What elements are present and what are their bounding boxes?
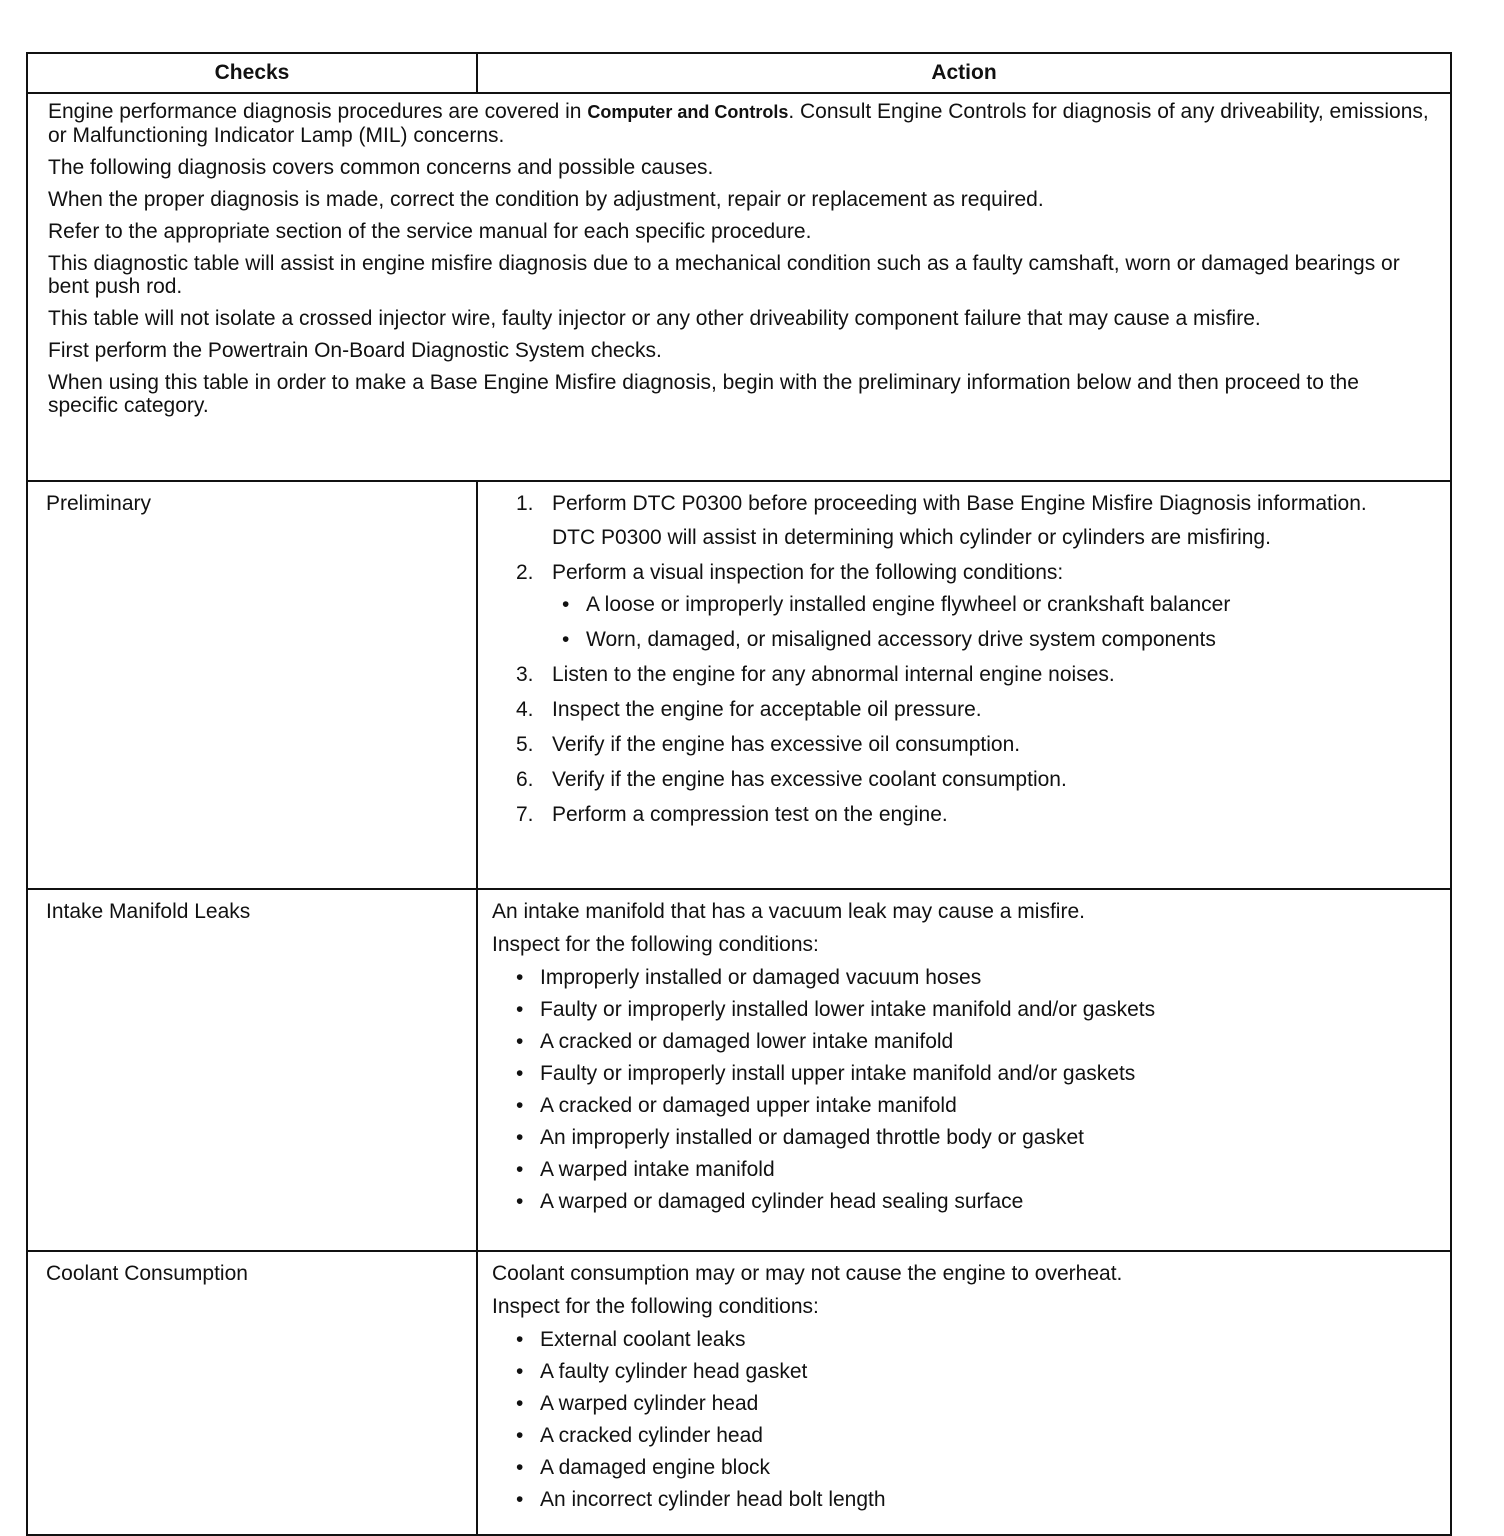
step-text: Listen to the engine for any abnormal internal engine noises.	[552, 663, 1115, 686]
intro-paragraph: This table will not isolate a crossed injector wire, faulty injector or any other driveability component failure that may cause a misfire.	[48, 307, 1261, 330]
intro-paragraph: Refer to the appropriate section of the service manual for each specific procedure.	[48, 220, 812, 243]
bullet-icon: •	[516, 1392, 524, 1415]
coolant-lead: Coolant consumption may or may not cause the engine to overheat.	[492, 1262, 1123, 1285]
header-row	[27, 53, 1451, 93]
bullet-icon: •	[516, 1126, 524, 1149]
step-number: 7.	[516, 803, 534, 826]
intro-paragraph: The following diagnosis covers common concerns and possible causes.	[48, 156, 714, 179]
step-number: 2.	[516, 561, 534, 584]
bullet-icon: •	[516, 1158, 524, 1181]
coolant-check: Coolant Consumption	[27, 1251, 477, 1535]
coolant-lead: Inspect for the following conditions:	[492, 1295, 819, 1318]
bullet-icon: •	[516, 1360, 524, 1383]
preliminary-action	[477, 481, 1451, 889]
intro-text: . Consult Engine Controls for diagnosis of any driveability, emissions, or Malfunctioning Indicator Lamp (MIL) concerns.	[48, 100, 1429, 147]
bullet-icon: •	[516, 966, 524, 989]
step-number: 6.	[516, 768, 534, 791]
bullet-icon: •	[516, 998, 524, 1021]
intro-cell	[27, 93, 1451, 481]
preliminary-step	[492, 733, 1434, 757]
coolant-conditions	[492, 1328, 1434, 1512]
intake-row	[27, 889, 1451, 1251]
step-text: Verify if the engine has excessive coolant consumption.	[552, 768, 1067, 791]
preliminary-step	[492, 561, 1434, 652]
bullet-icon: •	[562, 628, 570, 651]
preliminary-step	[492, 663, 1434, 687]
step-number: 3.	[516, 663, 534, 686]
subitem-text: Worn, damaged, or misaligned accessory drive system components	[586, 628, 1216, 651]
condition-item	[492, 1062, 1434, 1086]
bullet-icon: •	[516, 1190, 524, 1213]
condition-text: A cracked or damaged lower intake manifold	[540, 1030, 954, 1053]
condition-item	[492, 1190, 1434, 1214]
preliminary-step	[492, 803, 1434, 827]
condition-text: An improperly installed or damaged throttle body or gasket	[540, 1126, 1084, 1149]
condition-item	[492, 966, 1434, 990]
coolant-row	[27, 1251, 1451, 1535]
intro-paragraph: When the proper diagnosis is made, correct the condition by adjustment, repair or replacement as required.	[48, 188, 1044, 211]
preliminary-step	[492, 492, 1434, 550]
bullet-icon: •	[516, 1030, 524, 1053]
step-number: 4.	[516, 698, 534, 721]
condition-item	[492, 1030, 1434, 1054]
preliminary-check: Preliminary	[27, 481, 477, 889]
condition-item	[492, 998, 1434, 1022]
intake-action	[477, 889, 1451, 1251]
diagnostic-sheet	[26, 52, 1450, 1511]
intro-row	[27, 93, 1451, 481]
condition-text: A cracked cylinder head	[540, 1424, 763, 1447]
step-text: Perform DTC P0300 before proceeding with Base Engine Misfire Diagnosis information.	[552, 492, 1367, 515]
diagnostic-table	[26, 52, 1452, 1536]
step-subitem	[552, 628, 1434, 652]
checks-header: Checks	[27, 53, 477, 93]
condition-text: A faulty cylinder head gasket	[540, 1360, 808, 1383]
preliminary-step	[492, 768, 1434, 792]
condition-text: A warped or damaged cylinder head sealing surface	[540, 1190, 1024, 1213]
step-sublist	[552, 593, 1434, 652]
condition-text: Improperly installed or damaged vacuum hoses	[540, 966, 982, 989]
condition-text: An incorrect cylinder head bolt length	[540, 1488, 886, 1511]
intro-paragraph: When using this table in order to make a Base Engine Misfire diagnosis, begin with the preliminary information below and then proceed to the specific category.	[48, 371, 1359, 417]
step-note: DTC P0300 will assist in determining which cylinder or cylinders are misfiring.	[552, 526, 1271, 549]
step-number: 5.	[516, 733, 534, 756]
intro-paragraph	[48, 100, 1434, 147]
bullet-icon: •	[516, 1328, 524, 1351]
bullet-icon: •	[516, 1094, 524, 1117]
condition-item	[492, 1328, 1434, 1352]
bullet-icon: •	[516, 1424, 524, 1447]
step-text: Verify if the engine has excessive oil consumption.	[552, 733, 1021, 756]
step-subitem	[552, 593, 1434, 617]
condition-item	[492, 1456, 1434, 1480]
bullet-icon: •	[516, 1456, 524, 1479]
bullet-icon: •	[516, 1488, 524, 1511]
step-number: 1.	[516, 492, 534, 515]
condition-item	[492, 1158, 1434, 1182]
subitem-text: A loose or improperly installed engine flywheel or crankshaft balancer	[586, 593, 1231, 616]
step-text: Perform a visual inspection for the following conditions:	[552, 561, 1064, 584]
intro-text: Engine performance diagnosis procedures are covered in	[48, 100, 588, 123]
condition-item	[492, 1392, 1434, 1416]
condition-text: Faulty or improperly install upper intake manifold and/or gaskets	[540, 1062, 1136, 1085]
intake-conditions	[492, 966, 1434, 1214]
bullet-icon: •	[516, 1062, 524, 1085]
intake-lead: Inspect for the following conditions:	[492, 933, 819, 956]
intake-lead: An intake manifold that has a vacuum leak may cause a misfire.	[492, 900, 1085, 923]
condition-text: A warped cylinder head	[540, 1392, 759, 1415]
step-text: Perform a compression test on the engine.	[552, 803, 948, 826]
preliminary-row	[27, 481, 1451, 889]
step-text: Inspect the engine for acceptable oil pressure.	[552, 698, 982, 721]
intro-reference: Computer and Controls	[587, 102, 789, 122]
condition-text: External coolant leaks	[540, 1328, 746, 1351]
bullet-icon: •	[562, 593, 570, 616]
condition-item	[492, 1424, 1434, 1448]
condition-text: Faulty or improperly installed lower intake manifold and/or gaskets	[540, 998, 1156, 1021]
action-header: Action	[477, 53, 1451, 93]
condition-text: A damaged engine block	[540, 1456, 771, 1479]
condition-item	[492, 1360, 1434, 1384]
intake-check: Intake Manifold Leaks	[27, 889, 477, 1251]
condition-item	[492, 1488, 1434, 1512]
intro-paragraph: First perform the Powertrain On-Board Diagnostic System checks.	[48, 339, 662, 362]
intro-paragraph: This diagnostic table will assist in engine misfire diagnosis due to a mechanical condition such as a faulty camshaft, worn or damaged bearings or bent push rod.	[48, 252, 1400, 298]
condition-text: A cracked or damaged upper intake manifold	[540, 1094, 957, 1117]
preliminary-step	[492, 698, 1434, 722]
condition-item	[492, 1094, 1434, 1118]
condition-text: A warped intake manifold	[540, 1158, 775, 1181]
preliminary-steps	[492, 492, 1434, 827]
coolant-action	[477, 1251, 1451, 1535]
condition-item	[492, 1126, 1434, 1150]
